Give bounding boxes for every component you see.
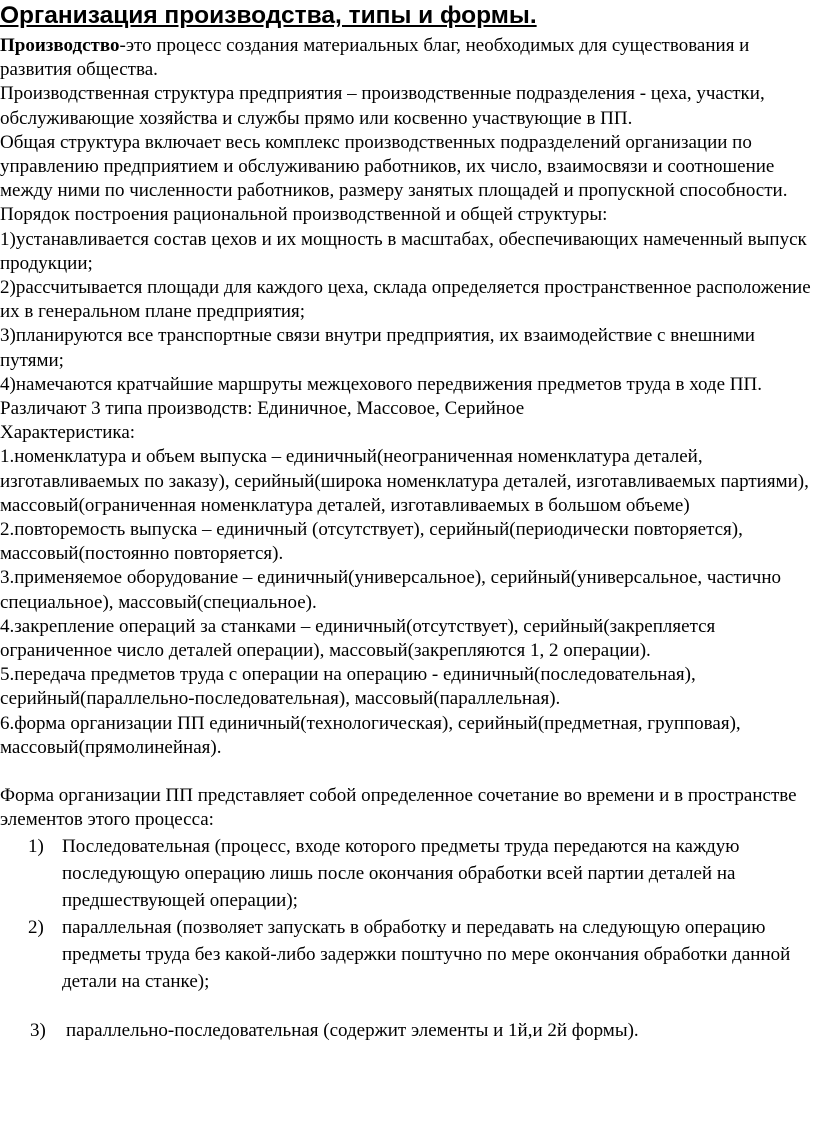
paragraph-characteristic-5: 5.передача предметов труда с операции на операцию - единичный(последовательная), серийный(параллельно-последовательная), массовый(параллельная). (0, 664, 696, 710)
forms-list (0, 833, 812, 1044)
paragraph-characteristic-2: 2.повторемость выпуска – единичный (отсутствует), серийный(периодически повторяется), массовый(постоянно повторяется). (0, 519, 743, 565)
paragraph-characteristic-1: 1.номенклатура и объем выпуска – единичный(неограниченная номенклатура деталей, изготавливаемых по заказу), серийный(широка номенклатура деталей, изготавливаемых партиями), массовый(ограниченная номенклатура деталей, изготавливаемых в большом объеме) (0, 446, 809, 516)
list-item-text: параллельная (позволяет запускать в обработку и передавать на следующую операцию предметы труда без какой-либо задержки поштучно по мере окончания обработки данной детали на станке); (62, 916, 791, 992)
paragraph-production-types: Различают 3 типа производств: Единичное, Массовое, Серийное (0, 398, 525, 420)
paragraph-step-3: 3)планируются все транспортные связи внутри предприятия, их взаимодействие с внешними путями; (0, 325, 755, 371)
paragraph-production-structure: Производственная структура предприятия – производственные подразделения - цеха, участки, обслуживающие хозяйства и службы прямо или косвенно участвующие в ПП. (0, 83, 765, 129)
list-item-text: параллельно-последовательная (содержит элементы и 1й,и 2й формы). (66, 1019, 639, 1041)
list-item-number: 2) (28, 916, 44, 938)
document-title: Организация производства, типы и формы. (0, 2, 537, 29)
list-item (0, 1017, 812, 1044)
paragraph-characteristic-6: 6.форма организации ПП единичный(технологическая), серийный(предметная, групповая), массовый(прямолинейная). (0, 712, 741, 758)
production-definition (0, 34, 812, 82)
document-body (0, 34, 812, 1044)
production-term: Производство (0, 35, 120, 56)
list-item (0, 914, 812, 995)
list-item-number: 1) (28, 835, 44, 857)
paragraph-step-2: 2)рассчитывается площади для каждого цеха, склада определяется пространственное расположение их в генеральном плане предприятия; (0, 277, 811, 323)
blank-line (0, 760, 812, 784)
paragraph-characteristic-3: 3.применяемое оборудование – единичный(универсальное), серийный(универсальное, частично специальное), массовый(специальное). (0, 567, 782, 613)
paragraph-structure-order: Порядок построения рациональной производственной и общей структуры: (0, 204, 608, 226)
paragraph-step-1: 1)устанавливается состав цехов и их мощность в масштабах, обеспечивающих намеченный выпуск продукции; (0, 228, 807, 274)
paragraph-step-4: 4)намечаются кратчайшие маршруты межцехового передвижения предметов труда в ходе ПП. (0, 373, 762, 395)
paragraph-forms-intro: Форма организации ПП представляет собой определенное сочетание во времени и в пространстве элементов этого процесса: (0, 785, 797, 831)
production-definition-text: -это процесс создания материальных благ, необходимых для существования и развития общества. (0, 35, 750, 81)
paragraph-characteristic-4: 4.закрепление операций за станками – единичный(отсутствует), серийный(закрепляется ограниченное число деталей операции), массовый(закрепляются 1, 2 операции). (0, 615, 716, 662)
list-item (0, 833, 812, 914)
paragraph-characteristics-heading: Характеристика: (0, 422, 136, 444)
list-item-text: Последовательная (процесс, входе которого предметы труда передаются на каждую последующую операцию лишь после окончания обработки всей партии деталей на предшествующей операции); (62, 835, 740, 911)
paragraph-general-structure: Общая структура включает весь комплекс производственных подразделений организации по управлению предприятием и обслуживанию работников, их число, взаимосвязи и соотношение между ними по численности работников, размеру занятых площадей и пропускной способности. (0, 131, 788, 202)
list-item-number: 3) (30, 1019, 46, 1041)
